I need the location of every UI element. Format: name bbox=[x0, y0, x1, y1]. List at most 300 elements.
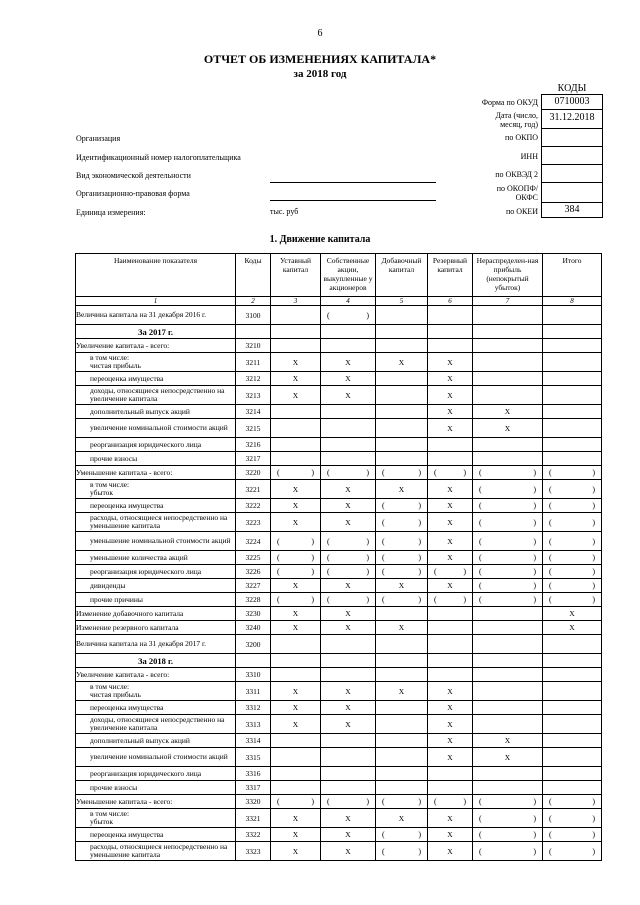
parentheses-placeholder bbox=[473, 797, 542, 806]
report-period: за 2018 год bbox=[293, 68, 347, 80]
additional-capital-cell bbox=[376, 419, 428, 438]
parentheses-placeholder bbox=[376, 847, 427, 856]
charter-capital-cell: X bbox=[271, 480, 321, 499]
own-shares-cell bbox=[321, 635, 376, 654]
close-paren: ) bbox=[463, 797, 466, 806]
row-code: 3314 bbox=[236, 734, 271, 748]
parentheses-placeholder bbox=[473, 518, 542, 527]
close-paren: ) bbox=[533, 830, 536, 839]
header-additional-capital: Добавочный капитал bbox=[376, 254, 428, 297]
retained-earnings-cell bbox=[473, 842, 543, 861]
close-paren: ) bbox=[592, 797, 595, 806]
table-row bbox=[76, 372, 602, 386]
open-paren: ( bbox=[549, 517, 552, 527]
okei-label: по ОКЕИ bbox=[505, 207, 538, 216]
row-code: 3216 bbox=[236, 438, 271, 452]
close-paren: ) bbox=[311, 468, 314, 477]
indicator-name: уменьшение количества акций bbox=[76, 551, 236, 565]
additional-capital-cell bbox=[376, 405, 428, 419]
close-paren: ) bbox=[366, 595, 369, 604]
own-shares-cell: X bbox=[321, 513, 376, 532]
retained-earnings-cell bbox=[473, 767, 543, 781]
row-code: 3213 bbox=[236, 386, 271, 405]
retained-earnings-cell bbox=[473, 607, 543, 621]
open-paren: ( bbox=[479, 536, 482, 546]
empty-cell bbox=[428, 654, 473, 668]
charter-capital-cell bbox=[271, 466, 321, 480]
own-shares-cell bbox=[321, 452, 376, 466]
open-paren: ( bbox=[479, 553, 482, 562]
row-code: 3212 bbox=[236, 372, 271, 386]
total-cell bbox=[543, 306, 602, 325]
table-row bbox=[76, 532, 602, 551]
total-cell bbox=[543, 809, 602, 828]
total-cell bbox=[543, 480, 602, 499]
row-code: 3211 bbox=[236, 353, 271, 372]
col-number: 6 bbox=[428, 297, 473, 306]
charter-capital-cell bbox=[271, 339, 321, 353]
open-paren: ( bbox=[549, 468, 552, 477]
parentheses-placeholder bbox=[543, 830, 601, 839]
reserve-capital-cell: X bbox=[428, 353, 473, 372]
activity-underline bbox=[270, 182, 436, 183]
parentheses-placeholder bbox=[473, 537, 542, 546]
total-cell bbox=[543, 386, 602, 405]
date-label-1: Дата (число, bbox=[495, 111, 538, 120]
charter-capital-cell bbox=[271, 306, 321, 325]
open-paren: ( bbox=[549, 581, 552, 590]
total-cell bbox=[543, 635, 602, 654]
open-paren: ( bbox=[479, 468, 482, 477]
total-cell bbox=[543, 682, 602, 701]
total-cell bbox=[543, 767, 602, 781]
report-title: ОТЧЕТ ОБ ИЗМЕНЕНИЯХ КАПИТАЛА* bbox=[203, 52, 437, 66]
unit-label: Единица измерения: bbox=[76, 208, 146, 217]
open-paren: ( bbox=[479, 595, 482, 604]
additional-capital-cell bbox=[376, 842, 428, 861]
row-code: 3322 bbox=[236, 828, 271, 842]
parentheses-placeholder bbox=[473, 485, 542, 494]
open-paren: ( bbox=[549, 484, 552, 494]
total-cell bbox=[543, 551, 602, 565]
table-row bbox=[76, 551, 602, 565]
close-paren: ) bbox=[366, 310, 369, 320]
col-number: 8 bbox=[543, 297, 602, 306]
total-cell: X bbox=[543, 621, 602, 635]
col-number: 5 bbox=[376, 297, 428, 306]
row-code: 3313 bbox=[236, 715, 271, 734]
indicator-name: прочие взносы bbox=[76, 452, 236, 466]
parentheses-placeholder bbox=[376, 518, 427, 527]
row-code: 3215 bbox=[236, 419, 271, 438]
parentheses-placeholder bbox=[271, 595, 320, 604]
indicator-name: Уменьшение капитала - всего: bbox=[76, 466, 236, 480]
close-paren: ) bbox=[418, 595, 421, 604]
additional-capital-cell bbox=[376, 668, 428, 682]
own-shares-cell: X bbox=[321, 386, 376, 405]
close-paren: ) bbox=[418, 517, 421, 527]
open-paren: ( bbox=[327, 468, 330, 477]
open-paren: ( bbox=[327, 553, 330, 562]
parentheses-placeholder bbox=[428, 595, 472, 604]
parentheses-placeholder bbox=[543, 501, 601, 510]
codes-heading: КОДЫ bbox=[557, 83, 587, 94]
legal-form-label: Организационно-правовая форма bbox=[76, 189, 190, 198]
total-cell bbox=[543, 748, 602, 767]
reserve-capital-cell: X bbox=[428, 809, 473, 828]
table-row bbox=[76, 339, 602, 353]
row-code: 3223 bbox=[236, 513, 271, 532]
reserve-capital-cell: X bbox=[428, 701, 473, 715]
row-code: 3311 bbox=[236, 682, 271, 701]
indicator-name: Изменение добавочного капитала bbox=[76, 607, 236, 621]
close-paren: ) bbox=[418, 536, 421, 546]
open-paren: ( bbox=[277, 468, 280, 477]
indicator-name: Увеличение капитала - всего: bbox=[76, 339, 236, 353]
total-cell bbox=[543, 499, 602, 513]
row-code: 3210 bbox=[236, 339, 271, 353]
close-paren: ) bbox=[592, 595, 595, 604]
own-shares-cell bbox=[321, 339, 376, 353]
close-paren: ) bbox=[463, 595, 466, 604]
own-shares-cell bbox=[321, 306, 376, 325]
row-code: 3310 bbox=[236, 668, 271, 682]
parentheses-placeholder bbox=[543, 553, 601, 562]
parentheses-placeholder bbox=[473, 595, 542, 604]
charter-capital-cell: X bbox=[271, 386, 321, 405]
date-value: 31.12.2018 bbox=[541, 108, 603, 129]
charter-capital-cell bbox=[271, 748, 321, 767]
close-paren: ) bbox=[533, 553, 536, 562]
close-paren: ) bbox=[592, 846, 595, 856]
close-paren: ) bbox=[533, 501, 536, 510]
col-number: 3 bbox=[271, 297, 321, 306]
empty-cell bbox=[236, 654, 271, 668]
additional-capital-cell bbox=[376, 513, 428, 532]
row-code: 3316 bbox=[236, 767, 271, 781]
header-retained-earnings: Нераспределен-ная прибыль (непокрытый убыток) bbox=[473, 254, 543, 297]
open-paren: ( bbox=[277, 567, 280, 576]
own-shares-cell bbox=[321, 795, 376, 809]
reserve-capital-cell: X bbox=[428, 513, 473, 532]
close-paren: ) bbox=[592, 536, 595, 546]
open-paren: ( bbox=[549, 830, 552, 839]
empty-cell bbox=[473, 325, 543, 339]
indicator-name: дополнительный выпуск акций bbox=[76, 405, 236, 419]
close-paren: ) bbox=[366, 468, 369, 477]
parentheses-placeholder bbox=[376, 501, 427, 510]
close-paren: ) bbox=[311, 797, 314, 806]
table-row bbox=[76, 621, 602, 635]
indicator-name: в том числе: чистая прибыль bbox=[76, 353, 236, 372]
indicator-name: Величина капитала на 31 декабря 2016 г. bbox=[76, 306, 236, 325]
open-paren: ( bbox=[382, 846, 385, 856]
retained-earnings-cell bbox=[473, 593, 543, 607]
okopf-value bbox=[541, 182, 603, 203]
total-cell bbox=[543, 842, 602, 861]
own-shares-cell bbox=[321, 748, 376, 767]
charter-capital-cell bbox=[271, 635, 321, 654]
parentheses-placeholder bbox=[543, 468, 601, 477]
charter-capital-cell bbox=[271, 551, 321, 565]
parentheses-placeholder bbox=[376, 567, 427, 576]
table-row bbox=[76, 635, 602, 654]
open-paren: ( bbox=[382, 797, 385, 806]
reserve-capital-cell bbox=[428, 781, 473, 795]
row-code: 3222 bbox=[236, 499, 271, 513]
additional-capital-cell: X bbox=[376, 480, 428, 499]
close-paren: ) bbox=[311, 595, 314, 604]
charter-capital-cell bbox=[271, 565, 321, 579]
open-paren: ( bbox=[479, 813, 482, 823]
table-body bbox=[76, 306, 602, 861]
open-paren: ( bbox=[277, 797, 280, 806]
open-paren: ( bbox=[327, 595, 330, 604]
open-paren: ( bbox=[434, 468, 437, 477]
own-shares-cell: X bbox=[321, 842, 376, 861]
additional-capital-cell bbox=[376, 715, 428, 734]
parentheses-placeholder bbox=[428, 567, 472, 576]
indicator-name: переоценка имущества bbox=[76, 828, 236, 842]
additional-capital-cell bbox=[376, 499, 428, 513]
parentheses-placeholder bbox=[376, 797, 427, 806]
table-row bbox=[76, 593, 602, 607]
table-row bbox=[76, 748, 602, 767]
table-row bbox=[76, 842, 602, 861]
charter-capital-cell: X bbox=[271, 809, 321, 828]
reserve-capital-cell bbox=[428, 466, 473, 480]
parentheses-placeholder bbox=[473, 501, 542, 510]
total-cell bbox=[543, 372, 602, 386]
open-paren: ( bbox=[479, 846, 482, 856]
close-paren: ) bbox=[533, 567, 536, 576]
retained-earnings-cell bbox=[473, 579, 543, 593]
retained-earnings-cell bbox=[473, 306, 543, 325]
table-row bbox=[76, 480, 602, 499]
charter-capital-cell bbox=[271, 452, 321, 466]
empty-cell bbox=[321, 654, 376, 668]
open-paren: ( bbox=[479, 797, 482, 806]
row-code: 3227 bbox=[236, 579, 271, 593]
section-title: 1. Движение капитала bbox=[269, 234, 371, 245]
close-paren: ) bbox=[533, 484, 536, 494]
open-paren: ( bbox=[327, 567, 330, 576]
empty-cell bbox=[376, 325, 428, 339]
charter-capital-cell bbox=[271, 532, 321, 551]
total-cell bbox=[543, 532, 602, 551]
close-paren: ) bbox=[592, 517, 595, 527]
additional-capital-cell bbox=[376, 372, 428, 386]
indicator-name: расходы, относящиеся непосредственно на уменьшение капитала bbox=[76, 842, 236, 861]
row-code: 3317 bbox=[236, 781, 271, 795]
period-row bbox=[76, 654, 602, 668]
reserve-capital-cell bbox=[428, 635, 473, 654]
reserve-capital-cell: X bbox=[428, 715, 473, 734]
open-paren: ( bbox=[382, 553, 385, 562]
parentheses-placeholder bbox=[321, 595, 375, 604]
reserve-capital-cell bbox=[428, 565, 473, 579]
open-paren: ( bbox=[382, 517, 385, 527]
row-code: 3323 bbox=[236, 842, 271, 861]
additional-capital-cell bbox=[376, 551, 428, 565]
own-shares-cell: X bbox=[321, 828, 376, 842]
reserve-capital-cell bbox=[428, 306, 473, 325]
total-cell bbox=[543, 781, 602, 795]
parentheses-placeholder bbox=[543, 581, 601, 590]
parentheses-placeholder bbox=[543, 847, 601, 856]
unit-value: тыс. руб bbox=[270, 207, 299, 216]
reserve-capital-cell: X bbox=[428, 405, 473, 419]
table-row bbox=[76, 466, 602, 480]
retained-earnings-cell bbox=[473, 513, 543, 532]
charter-capital-cell bbox=[271, 419, 321, 438]
row-code: 3214 bbox=[236, 405, 271, 419]
parentheses-placeholder bbox=[376, 553, 427, 562]
charter-capital-cell bbox=[271, 438, 321, 452]
close-paren: ) bbox=[418, 846, 421, 856]
open-paren: ( bbox=[479, 484, 482, 494]
row-code: 3320 bbox=[236, 795, 271, 809]
table-row bbox=[76, 607, 602, 621]
charter-capital-cell: X bbox=[271, 353, 321, 372]
reserve-capital-cell: X bbox=[428, 579, 473, 593]
charter-capital-cell: X bbox=[271, 607, 321, 621]
close-paren: ) bbox=[533, 536, 536, 546]
total-cell bbox=[543, 701, 602, 715]
parentheses-placeholder bbox=[271, 537, 320, 546]
charter-capital-cell: X bbox=[271, 701, 321, 715]
additional-capital-cell: X bbox=[376, 353, 428, 372]
row-code: 3226 bbox=[236, 565, 271, 579]
organization-label: Организация bbox=[76, 134, 121, 143]
own-shares-cell bbox=[321, 767, 376, 781]
inn-code-label: ИНН bbox=[520, 152, 538, 161]
retained-earnings-cell: X bbox=[473, 748, 543, 767]
table-row bbox=[76, 682, 602, 701]
open-paren: ( bbox=[549, 536, 552, 546]
parentheses-placeholder bbox=[543, 567, 601, 576]
header-reserve-capital: Резервный капитал bbox=[428, 254, 473, 297]
charter-capital-cell: X bbox=[271, 842, 321, 861]
retained-earnings-cell bbox=[473, 701, 543, 715]
retained-earnings-cell bbox=[473, 339, 543, 353]
parentheses-placeholder bbox=[321, 553, 375, 562]
okopf-label-2: ОКФС bbox=[515, 193, 538, 202]
charter-capital-cell: X bbox=[271, 579, 321, 593]
open-paren: ( bbox=[479, 830, 482, 839]
own-shares-cell bbox=[321, 466, 376, 480]
row-code: 3217 bbox=[236, 452, 271, 466]
close-paren: ) bbox=[533, 595, 536, 604]
table-row bbox=[76, 668, 602, 682]
retained-earnings-cell bbox=[473, 715, 543, 734]
own-shares-cell: X bbox=[321, 499, 376, 513]
own-shares-cell bbox=[321, 781, 376, 795]
parentheses-placeholder bbox=[321, 567, 375, 576]
table-row bbox=[76, 306, 602, 325]
parentheses-placeholder bbox=[376, 595, 427, 604]
indicator-name: переоценка имущества bbox=[76, 701, 236, 715]
additional-capital-cell: X bbox=[376, 579, 428, 593]
retained-earnings-cell bbox=[473, 499, 543, 513]
col-number: 2 bbox=[236, 297, 271, 306]
parentheses-placeholder bbox=[271, 468, 320, 477]
additional-capital-cell bbox=[376, 386, 428, 405]
total-cell bbox=[543, 438, 602, 452]
okpo-value bbox=[541, 128, 603, 147]
retained-earnings-cell bbox=[473, 551, 543, 565]
charter-capital-cell: X bbox=[271, 828, 321, 842]
parentheses-placeholder bbox=[543, 485, 601, 494]
retained-earnings-cell bbox=[473, 466, 543, 480]
close-paren: ) bbox=[533, 517, 536, 527]
close-paren: ) bbox=[366, 553, 369, 562]
indicator-name: переоценка имущества bbox=[76, 372, 236, 386]
retained-earnings-cell bbox=[473, 532, 543, 551]
indicator-name: в том числе: убыток bbox=[76, 809, 236, 828]
reserve-capital-cell bbox=[428, 795, 473, 809]
total-cell bbox=[543, 452, 602, 466]
empty-cell bbox=[543, 325, 602, 339]
close-paren: ) bbox=[592, 830, 595, 839]
open-paren: ( bbox=[382, 501, 385, 510]
total-cell bbox=[543, 668, 602, 682]
reserve-capital-cell bbox=[428, 668, 473, 682]
parentheses-placeholder bbox=[321, 537, 375, 546]
indicator-name: расходы, относящиеся непосредственно на уменьшение капитала bbox=[76, 513, 236, 532]
close-paren: ) bbox=[533, 813, 536, 823]
additional-capital-cell: X bbox=[376, 682, 428, 701]
retained-earnings-cell bbox=[473, 372, 543, 386]
reserve-capital-cell bbox=[428, 593, 473, 607]
reserve-capital-cell bbox=[428, 607, 473, 621]
retained-earnings-cell bbox=[473, 480, 543, 499]
close-paren: ) bbox=[418, 468, 421, 477]
reserve-capital-cell: X bbox=[428, 372, 473, 386]
reserve-capital-cell: X bbox=[428, 682, 473, 701]
parentheses-placeholder bbox=[543, 595, 601, 604]
capital-movement-table bbox=[75, 253, 602, 861]
close-paren: ) bbox=[418, 553, 421, 562]
additional-capital-cell bbox=[376, 607, 428, 621]
reserve-capital-cell bbox=[428, 767, 473, 781]
additional-capital-cell bbox=[376, 767, 428, 781]
table-row bbox=[76, 513, 602, 532]
additional-capital-cell bbox=[376, 701, 428, 715]
empty-cell bbox=[271, 325, 321, 339]
period-row bbox=[76, 325, 602, 339]
reserve-capital-cell: X bbox=[428, 532, 473, 551]
close-paren: ) bbox=[418, 567, 421, 576]
close-paren: ) bbox=[592, 468, 595, 477]
open-paren: ( bbox=[382, 830, 385, 839]
open-paren: ( bbox=[382, 536, 385, 546]
close-paren: ) bbox=[311, 567, 314, 576]
table-row bbox=[76, 767, 602, 781]
close-paren: ) bbox=[418, 501, 421, 510]
indicator-name: Изменение резервного капитала bbox=[76, 621, 236, 635]
header-total: Итого bbox=[543, 254, 602, 297]
reserve-capital-cell: X bbox=[428, 551, 473, 565]
open-paren: ( bbox=[479, 517, 482, 527]
period-heading: За 2018 г. bbox=[76, 654, 236, 668]
page-number: 6 bbox=[317, 28, 323, 39]
own-shares-cell bbox=[321, 551, 376, 565]
indicator-name: увеличение номинальной стоимости акций bbox=[76, 748, 236, 767]
parentheses-placeholder bbox=[321, 311, 375, 320]
retained-earnings-cell bbox=[473, 828, 543, 842]
additional-capital-cell bbox=[376, 781, 428, 795]
